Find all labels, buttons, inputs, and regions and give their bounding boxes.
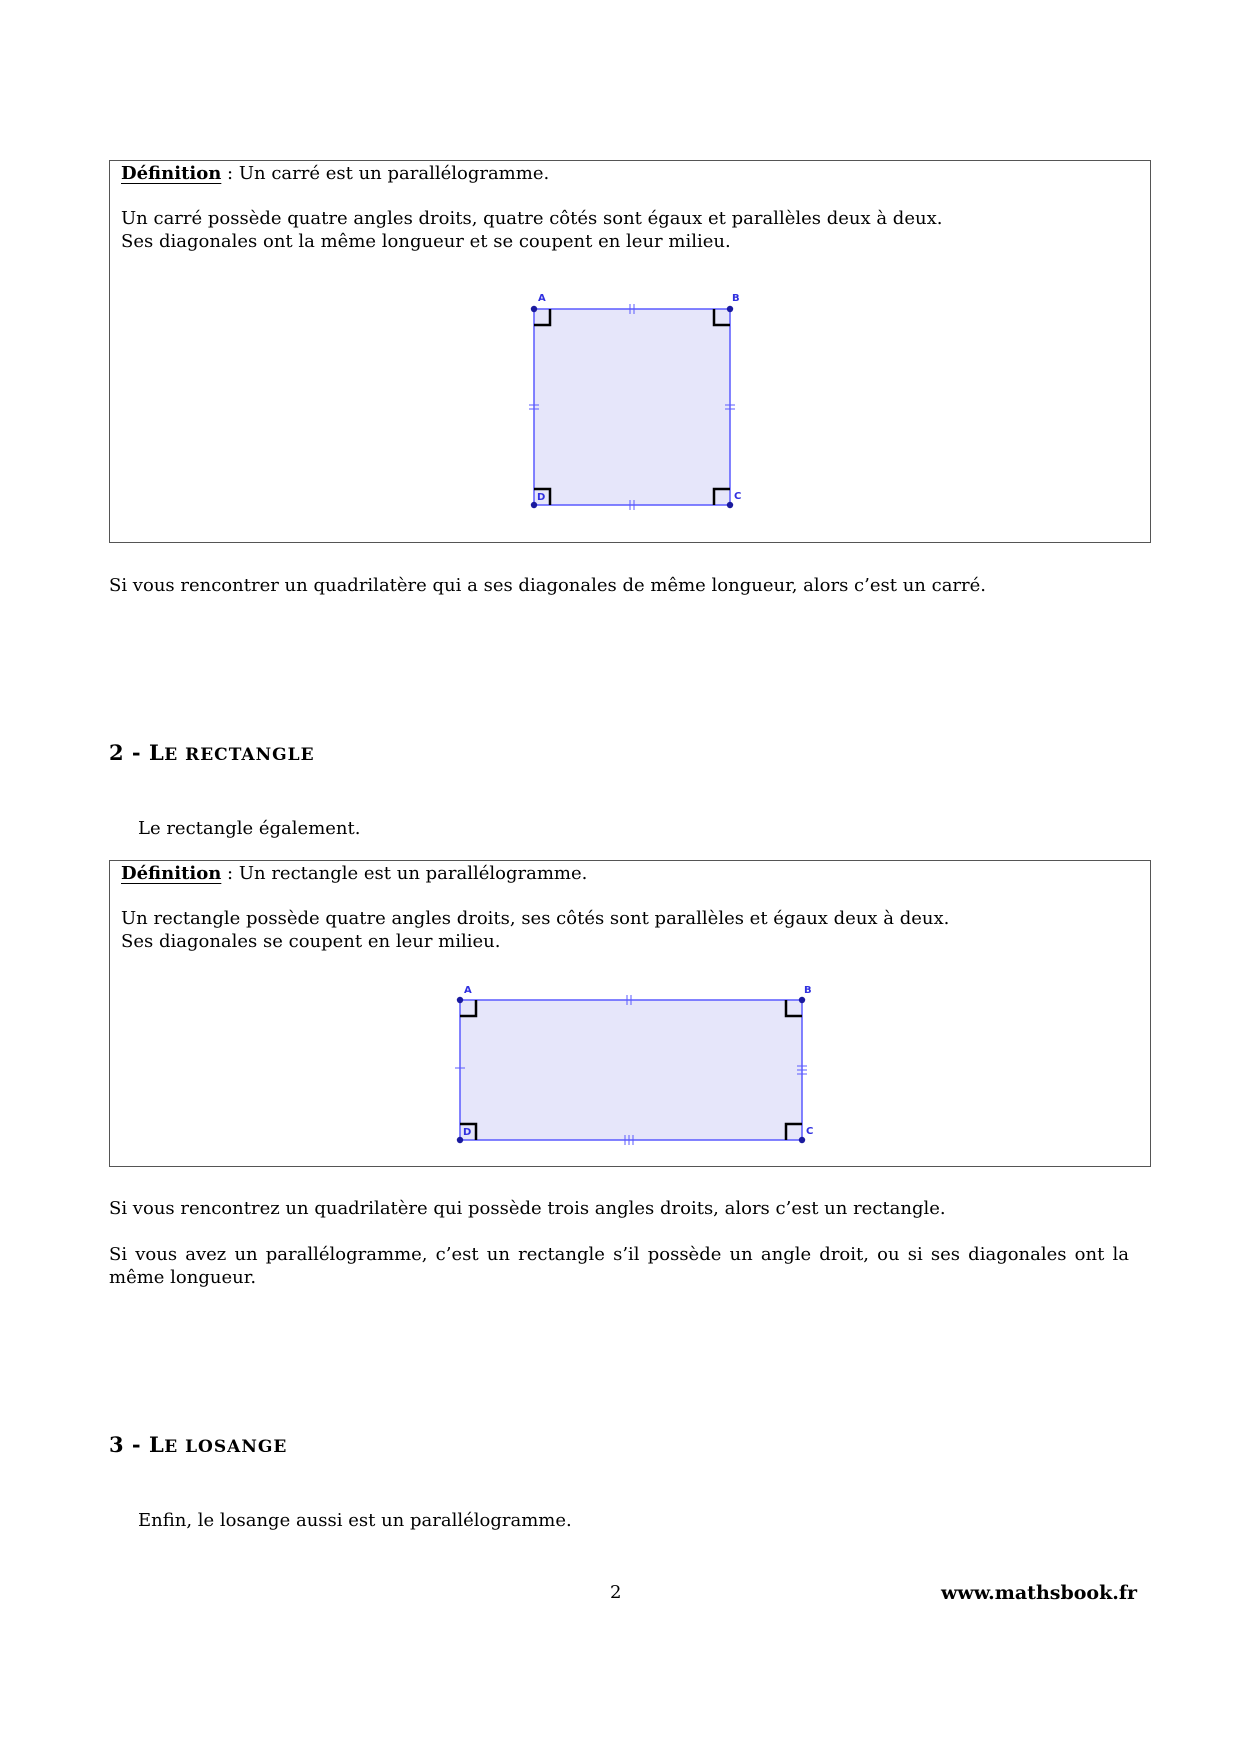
definition-title-square bbox=[121, 163, 549, 185]
website-link[interactable]: www.mathsbook.fr bbox=[941, 1582, 1138, 1604]
definition-separator: : bbox=[221, 163, 239, 184]
section-title-initial: L bbox=[148, 1432, 165, 1457]
section-title-rest: E LOSANGE bbox=[164, 1437, 288, 1457]
square-shape bbox=[534, 309, 730, 505]
rectangle-property-line-1: Un rectangle possède quatre angles droits, ses côtés sont parallèles et égaux deux à deux. bbox=[121, 908, 950, 929]
page-number: 2 bbox=[610, 1582, 622, 1603]
losange-intro: Enfin, le losange aussi est un parallélogramme. bbox=[138, 1510, 572, 1531]
vertex-label-d: D bbox=[537, 492, 546, 503]
section-title-initial: L bbox=[148, 740, 165, 765]
definition-label: Définition bbox=[121, 863, 222, 884]
definition-label: Définition bbox=[121, 163, 222, 184]
vertex-label-a: A bbox=[538, 293, 546, 304]
vertex-label-c: C bbox=[734, 491, 742, 502]
section-title-rest: E RECTANGLE bbox=[164, 745, 315, 765]
section-number: 2 - bbox=[109, 740, 142, 765]
vertex-label-b: B bbox=[804, 985, 812, 996]
rectangle-figure bbox=[446, 980, 826, 1150]
vertex-label-a: A bbox=[464, 985, 472, 996]
vertex-label-c: C bbox=[806, 1126, 814, 1137]
square-property-line-2: Ses diagonales ont la même longueur et se coupent en leur milieu. bbox=[121, 231, 731, 252]
vertex-label-b: B bbox=[732, 293, 740, 304]
section-heading-losange bbox=[109, 1432, 287, 1457]
rectangle-shape bbox=[460, 1000, 802, 1140]
section-heading-rectangle bbox=[109, 740, 315, 765]
rectangle-note-2: Si vous avez un parallélogramme, c’est un rectangle s’il possède un angle droit, ou si ses diagonales ont la même longueur. bbox=[109, 1244, 1129, 1288]
definition-text: Un rectangle est un parallélogramme. bbox=[238, 863, 588, 884]
definition-separator: : bbox=[221, 863, 239, 884]
rectangle-property-line-2: Ses diagonales se coupent en leur milieu. bbox=[121, 931, 501, 952]
definition-text: Un carré est un parallélogramme. bbox=[238, 163, 550, 184]
vertex-label-d: D bbox=[463, 1127, 472, 1138]
rectangle-note-1: Si vous rencontrez un quadrilatère qui possède trois angles droits, alors c’est un rectangle. bbox=[109, 1198, 946, 1219]
section-number: 3 - bbox=[109, 1432, 142, 1457]
rectangle-intro: Le rectangle également. bbox=[138, 818, 361, 839]
definition-title-rectangle bbox=[121, 863, 587, 885]
square-property-line-1: Un carré possède quatre angles droits, quatre côtés sont égaux et parallèles deux à deux. bbox=[121, 208, 943, 229]
square-note: Si vous rencontrer un quadrilatère qui a ses diagonales de même longueur, alors c’est un carré. bbox=[109, 575, 987, 596]
square-figure bbox=[520, 285, 750, 515]
